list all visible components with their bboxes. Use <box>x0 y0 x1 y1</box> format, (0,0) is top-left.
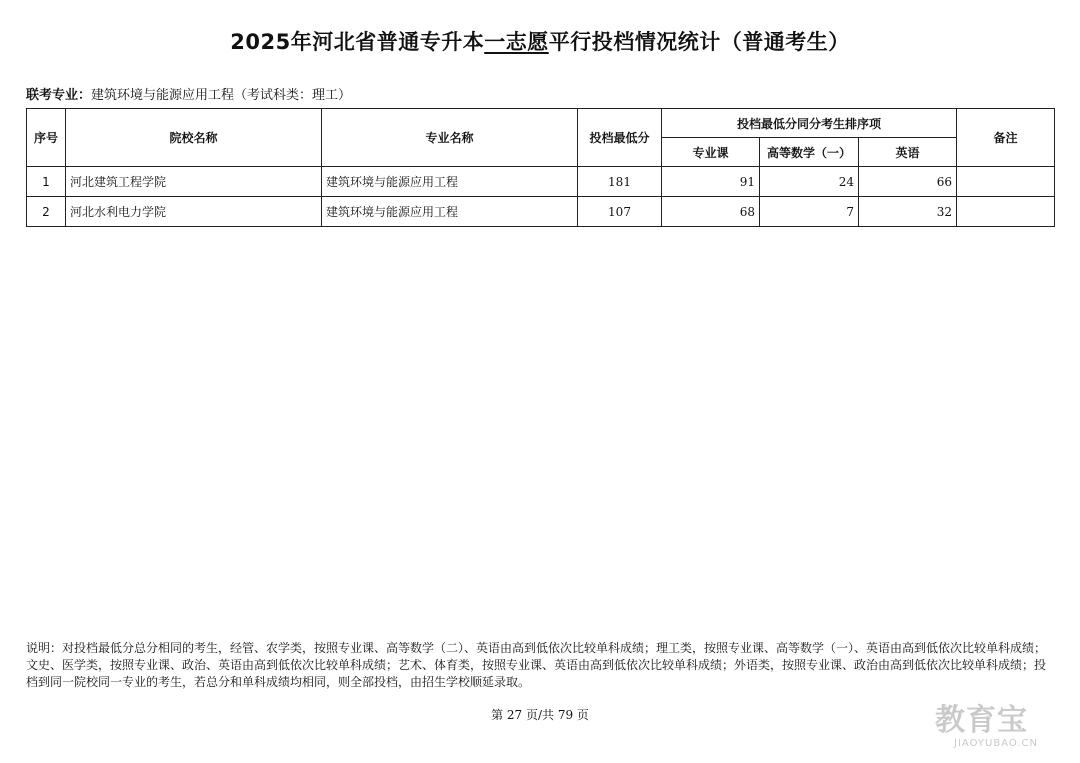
explanatory-note: 说明：对投档最低分总分相同的考生，经管、农学类，按照专业课、高等数学（二）、英语由高到低依次比较单科成绩；理工类，按照专业课、高等数学（一）、英语由高到低依次比较单科成绩；文史、医学类，按照专业课、政治、英语由高到低依次比较单科成绩；艺术、体育类，按照专业课、英语由高到低依次比较单科成绩；外语类，按照专业课、政治由高到低依次比较单科成绩；投档到同一院校同一专业的考生，若总分和单科成绩均相同，则全部投档，由招生学校顺延录取。 <box>26 641 1047 689</box>
cell-sub1: 68 <box>662 197 760 227</box>
table-row <box>27 197 1055 227</box>
cell-sub2: 7 <box>760 197 859 227</box>
cell-remark <box>957 167 1055 197</box>
cell-seq: 2 <box>27 197 66 227</box>
header-sub1: 专业课 <box>662 138 760 167</box>
watermark-logo <box>935 704 1065 754</box>
cell-min-score: 181 <box>578 167 662 197</box>
header-tiebreak-group: 投档最低分同分考生排序项 <box>662 109 957 138</box>
major-line <box>26 84 351 103</box>
cell-sub1: 91 <box>662 167 760 197</box>
cell-school: 河北建筑工程学院 <box>66 167 322 197</box>
cell-seq: 1 <box>27 167 66 197</box>
header-seq: 序号 <box>27 109 66 167</box>
title-prefix: 2025年河北省普通专升本 <box>230 30 485 54</box>
page-number: 第 27 页/共 79 页 <box>491 708 589 722</box>
header-min-score: 投档最低分 <box>578 109 662 167</box>
watermark-main-text: 教育宝 <box>935 703 1028 738</box>
header-remark: 备注 <box>957 109 1055 167</box>
header-row-1 <box>27 109 1055 138</box>
major-value: 建筑环境与能源应用工程（考试科类：理工） <box>91 88 352 103</box>
header-major: 专业名称 <box>322 109 578 167</box>
table-row <box>27 167 1055 197</box>
cell-major: 建筑环境与能源应用工程 <box>322 167 578 197</box>
header-sub2: 高等数学（一） <box>760 138 859 167</box>
cell-min-score: 107 <box>578 197 662 227</box>
cell-major: 建筑环境与能源应用工程 <box>322 197 578 227</box>
page-title <box>0 26 1080 56</box>
title-suffix: 平行投档情况统计（普通考生） <box>548 30 850 54</box>
cell-sub2: 24 <box>760 167 859 197</box>
title-underlined: 一志愿 <box>484 30 549 54</box>
cell-sub3: 66 <box>859 167 957 197</box>
cell-sub3: 32 <box>859 197 957 227</box>
admission-table <box>26 108 1055 227</box>
watermark-sub-text: JIAOYUBAO.CN <box>954 738 1038 749</box>
header-school: 院校名称 <box>66 109 322 167</box>
header-sub3: 英语 <box>859 138 957 167</box>
major-label: 联考专业： <box>26 88 92 103</box>
cell-school: 河北水利电力学院 <box>66 197 322 227</box>
cell-remark <box>957 197 1055 227</box>
